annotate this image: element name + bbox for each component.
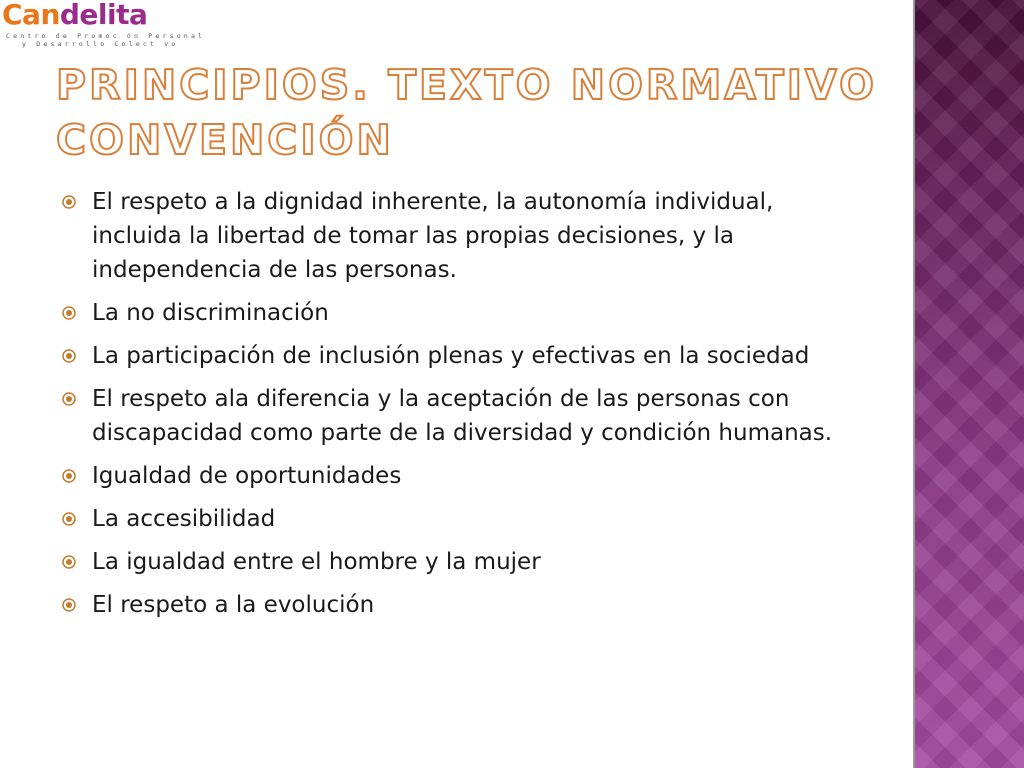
circle-bullet-icon [62, 555, 76, 569]
list-item-text: La participación de inclusión plenas y efectivas en la sociedad [92, 343, 810, 369]
candelita-logo [0, 0, 206, 48]
slide-title [56, 58, 906, 168]
logo-word-part1: Can [2, 0, 60, 31]
circle-bullet-icon [62, 306, 76, 320]
logo-subtitle-line2: y Desarrollo Colect vo [22, 40, 179, 48]
circle-bullet-icon [62, 598, 76, 612]
circle-bullet-icon [62, 195, 76, 209]
logo-subtitle-line1: Centro de Promoc ón Personal [6, 32, 206, 40]
list-item-text: La no discriminación [92, 300, 329, 326]
logo-wordmark [2, 0, 147, 32]
list-item-text: La accesibilidad [92, 506, 276, 532]
list-item [62, 545, 842, 579]
list-item-text: El respeto ala diferencia y la aceptación de las personas con discapacidad como parte de la diversidad y condición humanas. [92, 386, 833, 446]
list-item-text: La igualdad entre el hombre y la mujer [92, 549, 541, 575]
list-item-text: El respeto a la dignidad inherente, la autonomía individual, incluida la libertad de tomar las propias decisiones, y la independencia de las personas. [92, 189, 774, 283]
slide-title-line2: CONVENCIÓN [56, 116, 394, 164]
list-item [62, 588, 842, 622]
logo-word-part2: delita [59, 0, 148, 31]
circle-bullet-icon [62, 469, 76, 483]
principles-list [62, 185, 842, 631]
list-item [62, 339, 842, 373]
circle-bullet-icon [62, 512, 76, 526]
list-item-text: Igualdad de oportunidades [92, 463, 402, 489]
circle-bullet-icon [62, 392, 76, 406]
list-item [62, 502, 842, 536]
list-item [62, 185, 842, 287]
decorative-side-panel [913, 0, 1024, 768]
list-item [62, 382, 842, 450]
list-item [62, 459, 842, 493]
circle-bullet-icon [62, 349, 76, 363]
slide-title-line1: PRINCIPIOS. TEXTO NORMATIVO [56, 61, 877, 109]
list-item-text: El respeto a la evolución [92, 592, 375, 618]
list-item [62, 296, 842, 330]
